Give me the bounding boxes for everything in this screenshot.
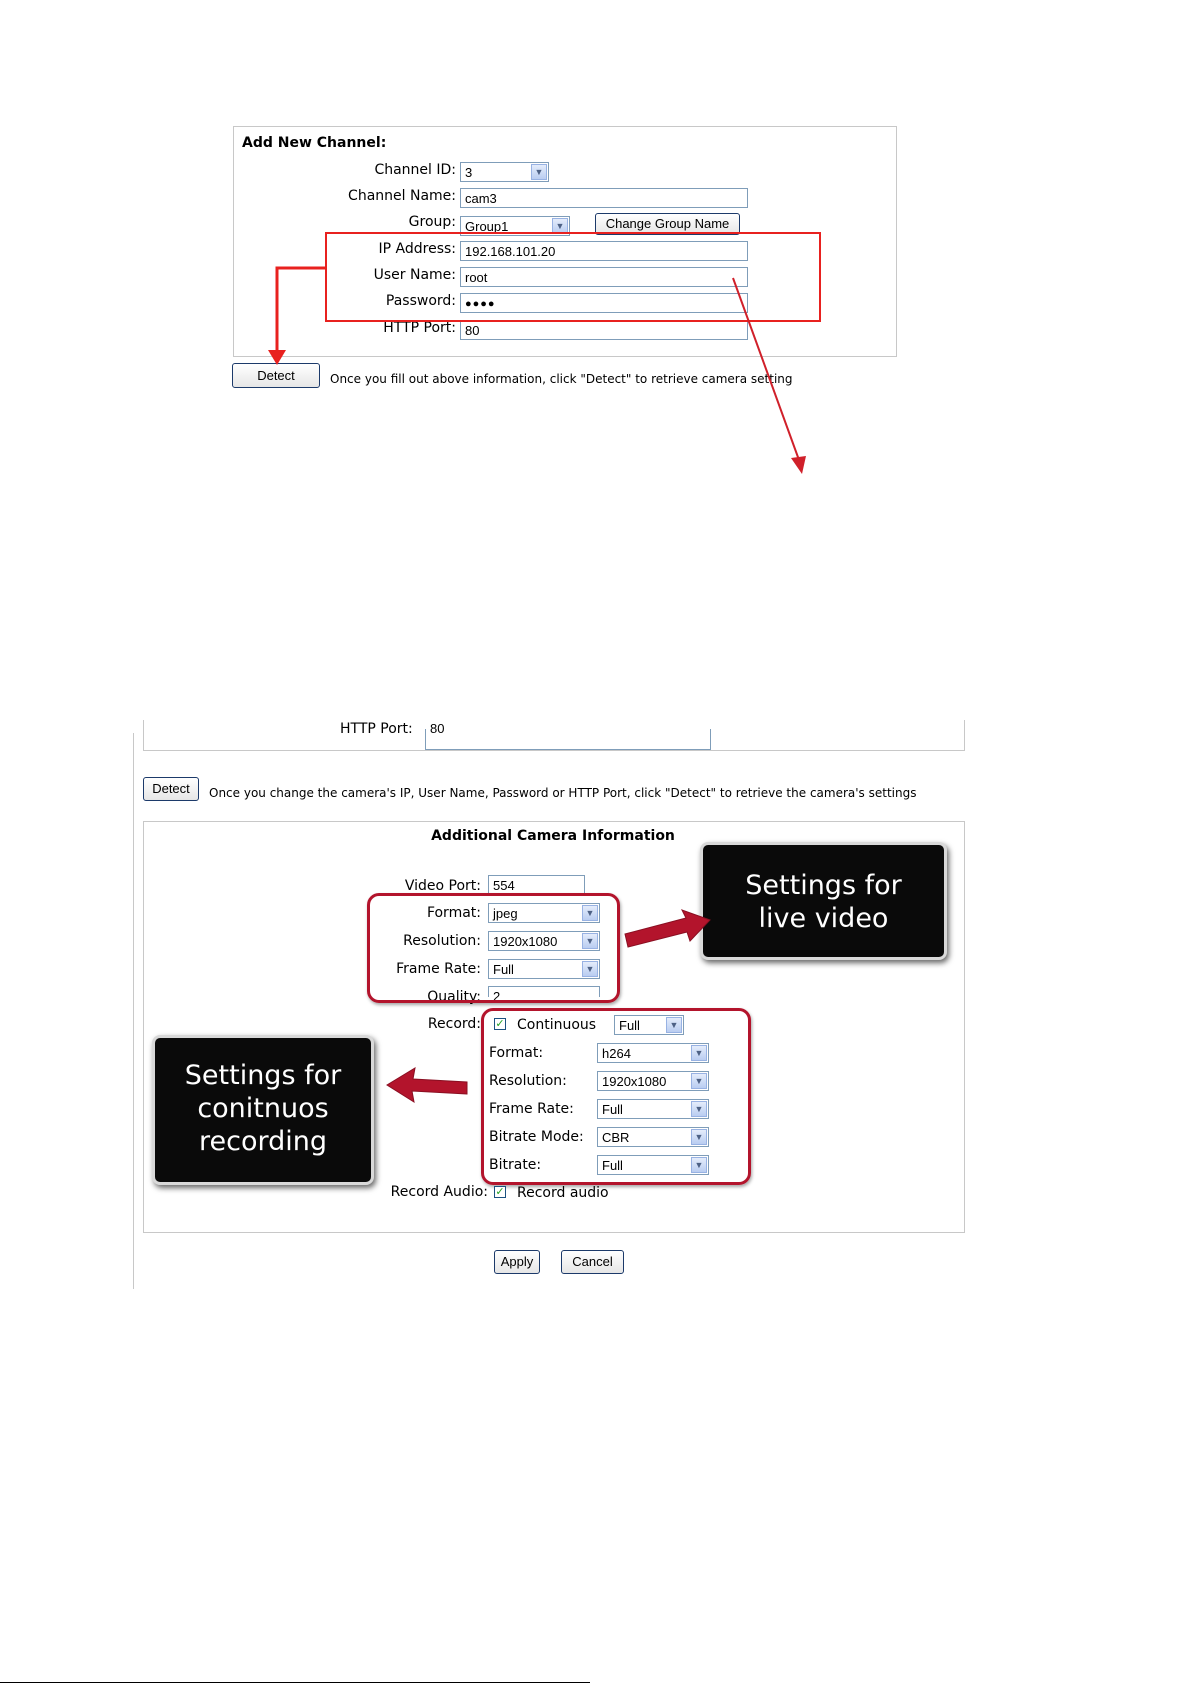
resolution-value: 1920x1080 <box>493 934 558 949</box>
bitrate-label: Bitrate: <box>489 1157 542 1173</box>
format-value: jpeg <box>493 906 518 921</box>
frame-rate-value: Full <box>493 962 514 977</box>
change-group-name-button[interactable]: Change Group Name <box>595 213 740 235</box>
chevron-down-icon: ▼ <box>582 961 598 977</box>
bitrate-mode-value: CBR <box>602 1130 630 1145</box>
quality-label-text: Quality: <box>427 989 481 1005</box>
detect-note: Once you change the camera's IP, User Name, Password or HTTP Port, click "Detect" to retrieve the camera's settings <box>209 786 917 800</box>
rec-format-label: Format: <box>489 1045 544 1061</box>
cancel-button[interactable]: Cancel <box>561 1250 624 1274</box>
rec-frame-rate-label: Frame Rate: <box>489 1101 574 1117</box>
arrow-to-recording-callout <box>387 1068 467 1102</box>
quality-value: 2 <box>493 989 501 1004</box>
record-audio-checkbox[interactable]: ✓ <box>495 1185 505 1198</box>
user-name-input[interactable]: root <box>460 267 748 287</box>
channel-name-label: Channel Name: <box>348 188 456 204</box>
http-port-label: HTTP Port: <box>383 320 456 336</box>
red-pointer-line <box>733 278 799 460</box>
frame-rate-label: Frame Rate: <box>396 961 481 977</box>
ip-address-label: IP Address: <box>378 241 456 257</box>
record-audio-label: Record Audio: <box>390 1184 488 1200</box>
record-audio-check-label: Record audio <box>517 1185 609 1201</box>
chevron-down-icon: ▼ <box>691 1157 707 1173</box>
continuous-checkbox[interactable]: ✓ <box>495 1017 505 1030</box>
http-port-input-partial[interactable] <box>425 721 711 750</box>
chevron-down-icon: ▼ <box>691 1073 707 1089</box>
arrow-to-live-callout <box>625 910 710 947</box>
red-arrowhead <box>268 350 286 365</box>
chevron-down-icon: ▼ <box>666 1017 682 1033</box>
section-title: Add New Channel: <box>242 135 387 151</box>
ip-address-input[interactable]: 192.168.101.20 <box>460 241 748 261</box>
group-value: Group1 <box>465 219 509 234</box>
password-input[interactable]: ●●●● <box>460 293 748 313</box>
annotation-arrows <box>0 0 1191 520</box>
http-port-value: 80 <box>430 721 445 736</box>
red-arrow-to-detect <box>277 268 325 352</box>
group-label: Group: <box>408 214 456 230</box>
bitrate-value: Full <box>602 1158 623 1173</box>
callout-arrows <box>0 880 1191 1120</box>
chevron-down-icon: ▼ <box>531 164 547 180</box>
red-pointer-head <box>791 456 806 474</box>
chevron-down-icon: ▼ <box>582 933 598 949</box>
rec-resolution-value: 1920x1080 <box>602 1074 667 1089</box>
detect-button[interactable]: Detect <box>232 363 320 388</box>
rec-format-value: h264 <box>602 1046 631 1061</box>
video-port-label: Video Port: <box>404 878 481 894</box>
record-label: Record: <box>427 1016 481 1032</box>
chevron-down-icon: ▼ <box>582 905 598 921</box>
callout-recording: Settings for conitnuos recording <box>152 1035 374 1185</box>
detect-note: Once you fill out above information, click "Detect" to retrieve camera setting <box>330 372 793 386</box>
resolution-label: Resolution: <box>403 933 481 949</box>
additional-info-title: Additional Camera Information <box>431 828 675 844</box>
detect-button[interactable]: Detect <box>143 777 199 801</box>
channel-id-label: Channel ID: <box>374 162 456 178</box>
rec-resolution-label: Resolution: <box>489 1073 567 1089</box>
user-name-label: User Name: <box>373 267 456 283</box>
chevron-down-icon: ▼ <box>691 1045 707 1061</box>
channel-id-value: 3 <box>465 165 473 180</box>
video-port-input[interactable]: 554 <box>488 875 585 895</box>
bitrate-mode-label: Bitrate Mode: <box>489 1129 584 1145</box>
http-port-label-partial: HTTP Port: <box>340 721 413 737</box>
continuous-label: Continuous <box>517 1017 597 1033</box>
continuous-value: Full <box>619 1018 640 1033</box>
chevron-down-icon: ▼ <box>552 218 568 234</box>
password-label: Password: <box>385 293 456 309</box>
chevron-down-icon: ▼ <box>691 1129 707 1145</box>
chevron-down-icon: ▼ <box>691 1101 707 1117</box>
http-port-input[interactable]: 80 <box>460 320 748 340</box>
callout-live-video: Settings for live video <box>700 842 947 960</box>
apply-button[interactable]: Apply <box>494 1250 540 1274</box>
channel-name-input[interactable]: cam3 <box>460 188 748 208</box>
rec-frame-rate-value: Full <box>602 1102 623 1117</box>
format-label: Format: <box>426 905 481 921</box>
footnote-separator <box>0 1682 590 1683</box>
